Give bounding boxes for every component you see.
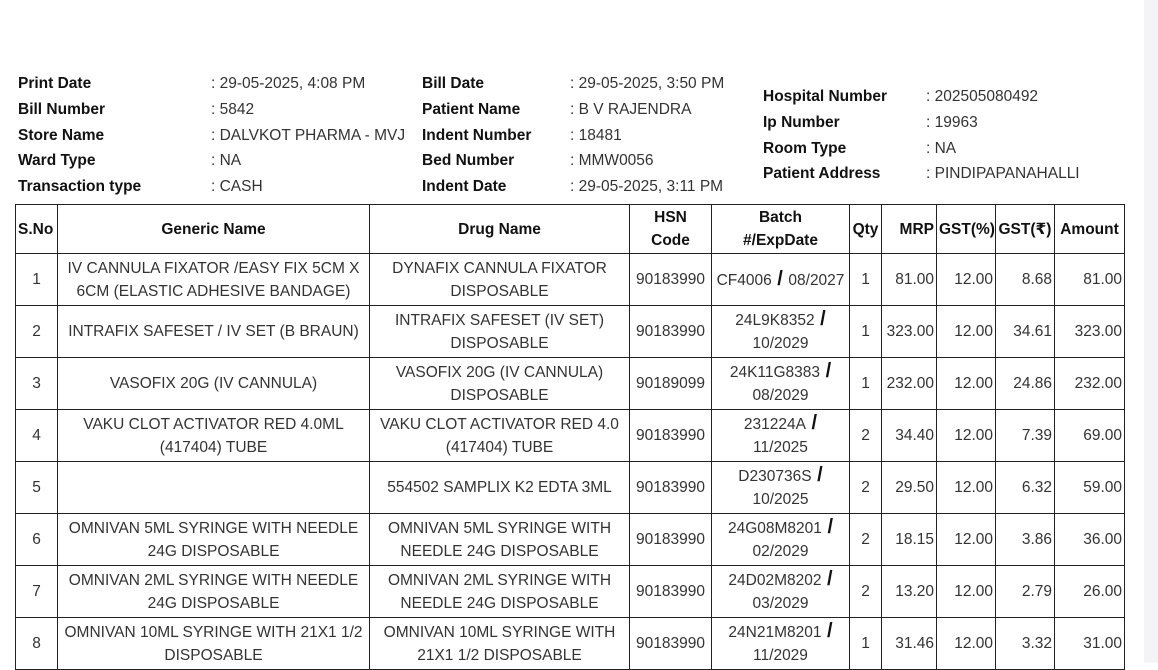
expiry-date: 10/2025 xyxy=(752,491,809,508)
cell-hsn-code: 90183990 xyxy=(630,254,712,306)
cell-qty: 2 xyxy=(850,514,882,566)
col-drug-header: Drug Name xyxy=(370,205,630,254)
cell-hsn-code: 90183990 xyxy=(630,462,712,514)
cell-gst-amt: 24.86 xyxy=(996,358,1055,410)
info-label: Transaction type xyxy=(18,178,142,196)
info-value: : MMW0056 xyxy=(570,152,654,170)
info-value: : 5842 xyxy=(211,100,255,118)
table-row xyxy=(16,410,1125,462)
cell-gst-pct: 12.00 xyxy=(937,514,996,566)
cell-gst-amt: 6.32 xyxy=(996,462,1055,514)
cell-mrp: 29.50 xyxy=(882,462,937,514)
cell-amount: 69.00 xyxy=(1055,410,1125,462)
cell-hsn-code: 90189099 xyxy=(630,358,712,410)
info-value: : NA xyxy=(211,152,242,170)
cell-amount: 26.00 xyxy=(1055,566,1125,618)
cell-mrp: 323.00 xyxy=(882,306,937,358)
col-hsn-header xyxy=(630,205,712,254)
info-label: Ward Type xyxy=(18,152,96,170)
cell-qty: 1 xyxy=(850,306,882,358)
cell-drug-name: VASOFIX 20G (IV CANNULA) DISPOSABLE xyxy=(370,358,630,410)
cell-batch-exp xyxy=(712,462,850,514)
info-value: : 19963 xyxy=(926,113,978,131)
info-label: Bed Number xyxy=(422,152,515,170)
cell-generic-name: VAKU CLOT ACTIVATOR RED 4.0ML (417404) TUBE xyxy=(58,410,370,462)
expiry-date: 03/2029 xyxy=(752,595,809,612)
cell-drug-name: OMNIVAN 5ML SYRINGE WITH NEEDLE 24G DISPOSABLE xyxy=(370,514,630,566)
cell-sno: 7 xyxy=(16,566,58,618)
info-value: : NA xyxy=(926,139,957,157)
cell-mrp: 232.00 xyxy=(882,358,937,410)
expiry-date: 08/2027 xyxy=(788,271,845,289)
info-value: : CASH xyxy=(211,178,263,196)
batch-separator: / xyxy=(821,620,833,642)
cell-amount: 81.00 xyxy=(1055,254,1125,306)
cell-gst-pct: 12.00 xyxy=(937,358,996,410)
cell-drug-name: OMNIVAN 10ML SYRINGE WITH 21X1 1/2 DISPOSABLE xyxy=(370,618,630,670)
bill-items-table xyxy=(15,204,1125,670)
info-value: : 29-05-2025, 3:11 PM xyxy=(570,178,724,196)
cell-generic-name: OMNIVAN 5ML SYRINGE WITH NEEDLE 24G DISPOSABLE xyxy=(58,514,370,566)
cell-gst-pct: 12.00 xyxy=(937,306,996,358)
cell-mrp: 34.40 xyxy=(882,410,937,462)
info-value: : PINDIPAPANAHALLI xyxy=(926,165,1080,183)
info-label: Patient Address xyxy=(763,165,881,183)
batch-number: 24K11G8383 xyxy=(729,364,821,381)
table-row xyxy=(16,462,1125,514)
col-hsn-header-line2: Code xyxy=(651,232,690,249)
col-hsn-header-line1: HSN xyxy=(654,209,687,226)
expiry-date: 02/2029 xyxy=(752,543,809,560)
cell-drug-name: VAKU CLOT ACTIVATOR RED 4.0 (417404) TUBE xyxy=(370,410,630,462)
cell-gst-amt: 34.61 xyxy=(996,306,1055,358)
cell-hsn-code: 90183990 xyxy=(630,306,712,358)
col-batch-header-line2: #/ExpDate xyxy=(743,232,818,249)
batch-separator: / xyxy=(814,308,826,330)
cell-mrp: 13.20 xyxy=(882,566,937,618)
cell-sno: 2 xyxy=(16,306,58,358)
info-value: : 18481 xyxy=(570,126,622,144)
cell-generic-name: IV CANNULA FIXATOR /EASY FIX 5CM X 6CM (ELASTIC ADHESIVE BANDAGE) xyxy=(58,254,370,306)
batch-number: D230736S xyxy=(738,468,812,485)
cell-batch-exp xyxy=(712,618,850,670)
cell-sno: 6 xyxy=(16,514,58,566)
info-value: : B V RAJENDRA xyxy=(570,100,692,118)
col-gst-pct-header: GST(%) xyxy=(937,205,996,254)
cell-hsn-code: 90183990 xyxy=(630,566,712,618)
table-header xyxy=(16,205,1125,254)
cell-batch-exp xyxy=(712,254,850,306)
cell-mrp: 81.00 xyxy=(882,254,937,306)
cell-gst-amt: 7.39 xyxy=(996,410,1055,462)
info-label: Hospital Number xyxy=(763,88,888,105)
expiry-date: 11/2025 xyxy=(753,439,808,456)
info-value: : 29-05-2025, 3:50 PM xyxy=(570,75,725,92)
batch-number: 24G08M8201 xyxy=(727,520,822,537)
cell-generic-name: OMNIVAN 2ML SYRINGE WITH NEEDLE 24G DISPOSABLE xyxy=(58,566,370,618)
cell-sno: 8 xyxy=(16,618,58,670)
info-label: Room Type xyxy=(763,139,847,157)
cell-sno: 5 xyxy=(16,462,58,514)
cell-sno: 3 xyxy=(16,358,58,410)
col-amount-header: Amount xyxy=(1055,205,1125,254)
cell-generic-name: VASOFIX 20G (IV CANNULA) xyxy=(58,358,370,410)
cell-gst-pct: 12.00 xyxy=(937,410,996,462)
batch-separator: / xyxy=(820,360,832,382)
info-label: Store Name xyxy=(18,126,105,144)
table-row xyxy=(16,358,1125,410)
cell-qty: 1 xyxy=(850,254,882,306)
cell-mrp: 31.46 xyxy=(882,618,937,670)
col-gst-amt-header: GST(₹) xyxy=(996,205,1055,254)
cell-batch-exp xyxy=(712,566,850,618)
info-label: Indent Date xyxy=(422,178,507,196)
cell-gst-amt: 2.79 xyxy=(996,566,1055,618)
col-batch-header xyxy=(712,205,850,254)
cell-amount: 36.00 xyxy=(1055,514,1125,566)
cell-generic-name xyxy=(58,462,370,514)
cell-gst-pct: 12.00 xyxy=(937,618,996,670)
info-label: Bill Date xyxy=(422,75,485,92)
cell-hsn-code: 90183990 xyxy=(630,618,712,670)
info-label: Ip Number xyxy=(763,113,840,131)
expiry-date: 10/2029 xyxy=(752,335,809,352)
batch-separator: / xyxy=(821,568,833,590)
cell-batch-exp xyxy=(712,306,850,358)
cell-gst-pct: 12.00 xyxy=(937,254,996,306)
table-row xyxy=(16,306,1125,358)
cell-batch-exp xyxy=(712,410,850,462)
cell-amount: 323.00 xyxy=(1055,306,1125,358)
batch-separator: / xyxy=(821,516,834,538)
table-body xyxy=(16,254,1125,670)
cell-drug-name: INTRAFIX SAFESET (IV SET) DISPOSABLE xyxy=(370,306,630,358)
cell-qty: 2 xyxy=(850,410,882,462)
table-row xyxy=(16,254,1125,306)
cell-gst-pct: 12.00 xyxy=(937,566,996,618)
cell-qty: 2 xyxy=(850,566,882,618)
info-label: Print Date xyxy=(18,75,92,92)
scrollbar-track[interactable] xyxy=(1144,0,1158,663)
info-value: : 29-05-2025, 4:08 PM xyxy=(211,75,366,92)
batch-number: CF4006 xyxy=(716,271,772,289)
cell-sno: 1 xyxy=(16,254,58,306)
info-label: Indent Number xyxy=(422,126,532,144)
info-label: Patient Name xyxy=(422,100,521,118)
table-row xyxy=(16,514,1125,566)
cell-generic-name: OMNIVAN 10ML SYRINGE WITH 21X1 1/2 DISPOSABLE xyxy=(58,618,370,670)
col-sno-header: S.No xyxy=(16,205,58,254)
info-label: Bill Number xyxy=(18,100,105,118)
table-row xyxy=(16,618,1125,670)
col-qty-header: Qty xyxy=(850,205,882,254)
expiry-date: 08/2029 xyxy=(752,387,809,404)
cell-gst-amt: 3.32 xyxy=(996,618,1055,670)
info-value: : 202505080492 xyxy=(926,88,1039,105)
table-row xyxy=(16,566,1125,618)
expiry-date: 11/2029 xyxy=(753,647,808,664)
cell-amount: 31.00 xyxy=(1055,618,1125,670)
cell-mrp: 18.15 xyxy=(882,514,937,566)
cell-hsn-code: 90183990 xyxy=(630,514,712,566)
cell-drug-name: OMNIVAN 2ML SYRINGE WITH NEEDLE 24G DISPOSABLE xyxy=(370,566,630,618)
cell-sno: 4 xyxy=(16,410,58,462)
cell-hsn-code: 90183990 xyxy=(630,410,712,462)
cell-amount: 59.00 xyxy=(1055,462,1125,514)
batch-number: 24D02M8202 xyxy=(728,572,822,589)
cell-qty: 1 xyxy=(850,618,882,670)
batch-separator: / xyxy=(771,267,789,290)
batch-separator: / xyxy=(811,464,823,486)
batch-number: 24L9K8352 xyxy=(735,312,815,329)
cell-amount: 232.00 xyxy=(1055,358,1125,410)
col-batch-header-line1: Batch xyxy=(758,209,803,226)
batch-separator: / xyxy=(805,412,818,434)
cell-qty: 1 xyxy=(850,358,882,410)
cell-generic-name: INTRAFIX SAFESET / IV SET (B BRAUN) xyxy=(58,306,370,358)
col-mrp-header: MRP xyxy=(882,205,937,254)
cell-batch-exp xyxy=(712,358,850,410)
cell-gst-amt: 8.68 xyxy=(996,254,1055,306)
col-generic-header: Generic Name xyxy=(58,205,370,254)
info-value: : DALVKOT PHARMA - MVJ xyxy=(211,126,406,144)
cell-gst-amt: 3.86 xyxy=(996,514,1055,566)
batch-number: 24N21M8201 xyxy=(728,624,822,641)
cell-batch-exp xyxy=(712,514,850,566)
batch-number: 231224A xyxy=(743,416,806,433)
cell-gst-pct: 12.00 xyxy=(937,462,996,514)
cell-qty: 2 xyxy=(850,462,882,514)
cell-drug-name: 554502 SAMPLIX K2 EDTA 3ML xyxy=(370,462,630,514)
cell-drug-name: DYNAFIX CANNULA FIXATOR DISPOSABLE xyxy=(370,254,630,306)
